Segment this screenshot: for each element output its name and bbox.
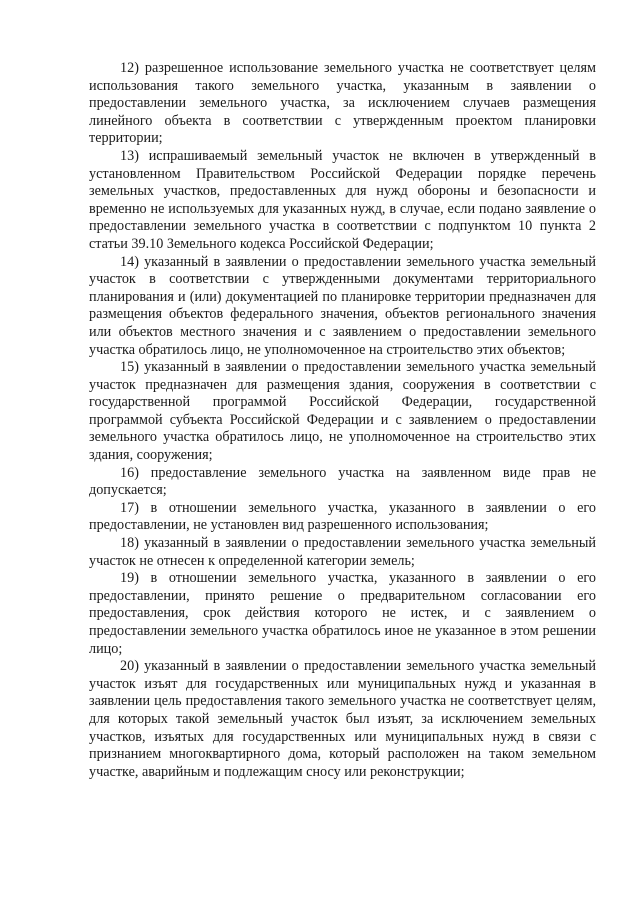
paragraph-item-18: 18) указанный в заявлении о предоставлении земельного участка земельный участок не отнесен к определенной категории земель; [89, 535, 596, 569]
paragraph-item-20: 20) указанный в заявлении о предоставлении земельного участка земельный участок изъят для государственных или муниципальных нужд и указанная в заявлении цель предоставления такого земельного участка не соответствует целям, для которых такой земельный участок был изъят, за исключением земельных участков, изъятых для государственных или муниципальных нужд в связи с признанием многоквартирного дома, который расположен на таком земельном участке, аварийным и подлежащим сносу или реконструкции; [89, 658, 596, 780]
paragraph-item-17: 17) в отношении земельного участка, указанного в заявлении о его предоставлении, не установлен вид разрешенного использования; [89, 499, 596, 534]
paragraph-item-15: 15) указанный в заявлении о предоставлении земельного участка земельный участок предназначен для размещения здания, сооружения в соответствии с государственной программой Российской Федерации, государственной программой субъекта Российской Федерации и с заявлением о предоставлении земельного участка обратилось лицо, не уполномоченное на строительство этих здания, сооружения; [89, 359, 596, 464]
paragraph-item-14: 14) указанный в заявлении о предоставлении земельного участка земельный участок в соответствии с утвержденными документами территориального планирования и (или) документацией по планировке территории предназначен для размещения объектов федерального значения, объектов регионального значения или объектов местного значения и с заявлением о предоставлении земельного участка обратилось лицо, не уполномоченное на строительство этих объектов; [89, 253, 596, 358]
paragraph-item-13: 13) испрашиваемый земельный участок не включен в утвержденный в установленном Правительством Российской Федерации порядке перечень земельных участков, предоставленных для нужд обороны и безопасности и временно не используемых для указанных нужд, в случае, если подано заявление о предоставлении земельного участка в соответствии с подпунктом 10 пункта 2 статьи 39.10 Земельного кодекса Российской Федерации; [89, 147, 596, 252]
paragraph-item-12: 12) разрешенное использование земельного участка не соответствует целям использования такого земельного участка, указанным в заявлении о предоставлении земельного участка, за исключением случаев размещения линейного объекта в соответствии с утвержденным проектом планировки территории; [89, 60, 596, 147]
document-body [89, 60, 596, 781]
paragraph-item-19: 19) в отношении земельного участка, указанного в заявлении о его предоставлении, принято решение о предварительном согласовании его предоставления, срок действия которого не истек, и с заявлением о предоставлении земельного участка обратилось иное не указанное в этом решении лицо; [89, 570, 596, 657]
paragraph-item-16: 16) предоставление земельного участка на заявленном виде прав не допускается; [89, 464, 596, 499]
